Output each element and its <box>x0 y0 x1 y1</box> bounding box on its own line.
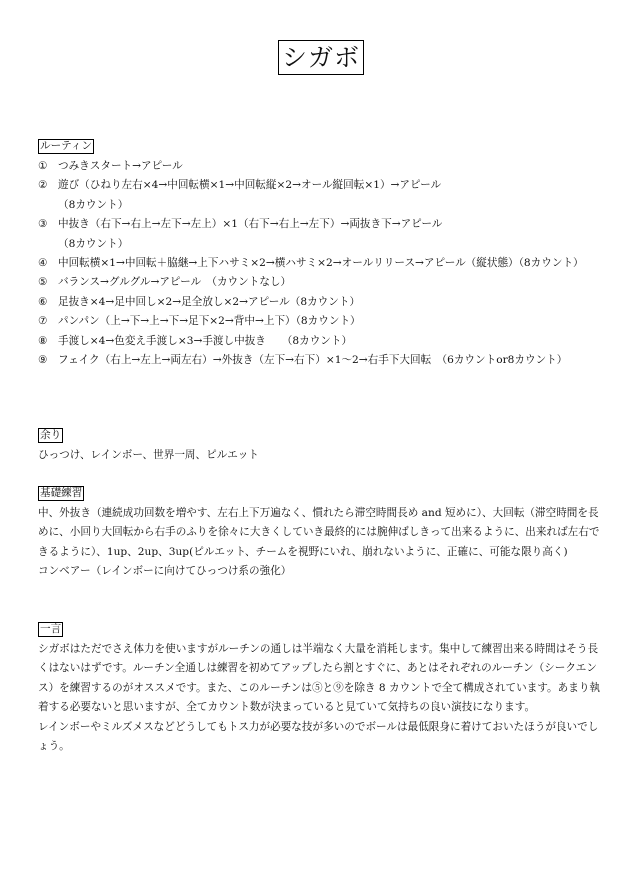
routine-item-number: ③ <box>38 218 48 231</box>
basic-text-conveyor: コンベアー（レインボーに向けてひっつけ系の強化） <box>38 565 292 578</box>
routine-item-number: ⑦ <box>38 315 48 328</box>
routine-item <box>38 332 604 351</box>
comment-text: シガボはただでさえ体力を使いますがルーチンの通しは半端なく大量を消耗します。集中して練習出来る時間はそう長くはないはずです。ルーチン全通しは練習を初めてアップしたら割とすぐに、あとはそれぞれのルーチン（シークエンス）を練習するのがオススメです。また、このルーチンは⑤と⑨を除き 8 カウントで全て構成されています。あまり執着する必要ないと思いますが、全てカウント数が決まっていると見ていて気持ちの良い演技になります。 <box>38 643 601 714</box>
page-title: シガボ <box>278 40 364 75</box>
routine-item-text: 遊び（ひねり左右×4→中回転横×1→中回転縦×2→オール縦回転×1）→アピール <box>58 179 442 192</box>
routine-item-continuation: （8カウント） <box>58 198 129 211</box>
routine-item-number: ⑤ <box>38 276 48 289</box>
routine-item <box>38 312 604 331</box>
routine-item-text: バランス→グルグル→アピール （カウントなし） <box>58 276 292 289</box>
routine-list <box>38 157 604 370</box>
basic-text: 中、外抜き（連続成功回数を増やす、左右上下万遍なく、慣れたら滞空時間長め and 短めに）、大回転（滞空時間を長めに、小回り大回転から右手のふりを徐々に大きくしていき最終的には腕伸ばしきって出来るように、出来れば左右できるように）、1up、2up、3up(ピルエット、チームを視野にいれ、崩れないように、正確に、可能な限り高く) <box>38 507 600 558</box>
routine-item <box>38 293 604 312</box>
comment-heading: 一言 <box>40 623 62 635</box>
routine-section <box>38 136 604 370</box>
comment-text-ball: レインボーやミルズメスなどどうしてもトス力が必要な技が多いのでボールは最低限身に着けておいたほうが良いでしょう。 <box>38 720 599 753</box>
routine-item-text: フェイク（右上→左上→両左右）→外抜き（左下→右下）×1～2→右手下大回転 （6カウントor8カウント） <box>58 354 568 367</box>
extra-section <box>38 425 604 465</box>
routine-item-text: パンパン（上→下→上→下→足下×2→背中→上下）（8カウント） <box>58 315 361 328</box>
routine-item-text: 中回転横×1→中回転＋脇継→上下ハサミ×2→横ハサミ×2→オールリリース→アピール（縦状態）（8カウント） <box>58 257 584 270</box>
routine-item-number: ⑨ <box>38 354 48 367</box>
routine-item <box>38 215 604 234</box>
extra-text: ひっつけ、レインボー、世界一周、ピルエット <box>38 449 259 461</box>
routine-item <box>38 351 604 370</box>
routine-item <box>38 157 604 176</box>
comment-section <box>38 619 604 756</box>
title-wrap <box>38 40 604 75</box>
routine-item-number: ④ <box>38 257 48 270</box>
routine-item-number: ① <box>38 160 48 172</box>
routine-item-text: 足抜き×4→足中回し×2→足全放し×2→アピール（8カウント） <box>58 295 361 308</box>
routine-item-number: ⑧ <box>38 334 48 347</box>
routine-heading: ルーティン <box>40 140 93 152</box>
routine-item-text: 中抜き（右下→右上→左下→左上）×1（右下→右上→左下）→両抜き下→アピール <box>58 218 443 231</box>
routine-item-continuation: （8カウント） <box>58 237 129 250</box>
routine-item-text: 手渡し×4→色変え手渡し×3→手渡し中抜き （8カウント） <box>58 334 353 347</box>
routine-item-text: つみきスタート→アピール <box>58 160 183 172</box>
basic-heading: 基礎練習 <box>40 487 83 499</box>
routine-item <box>38 176 604 195</box>
routine-item <box>38 254 604 273</box>
routine-item-number: ② <box>38 179 48 192</box>
extra-heading: 余り <box>40 429 62 441</box>
basic-section <box>38 483 604 582</box>
routine-item <box>38 273 604 292</box>
routine-item-number: ⑥ <box>38 295 48 308</box>
